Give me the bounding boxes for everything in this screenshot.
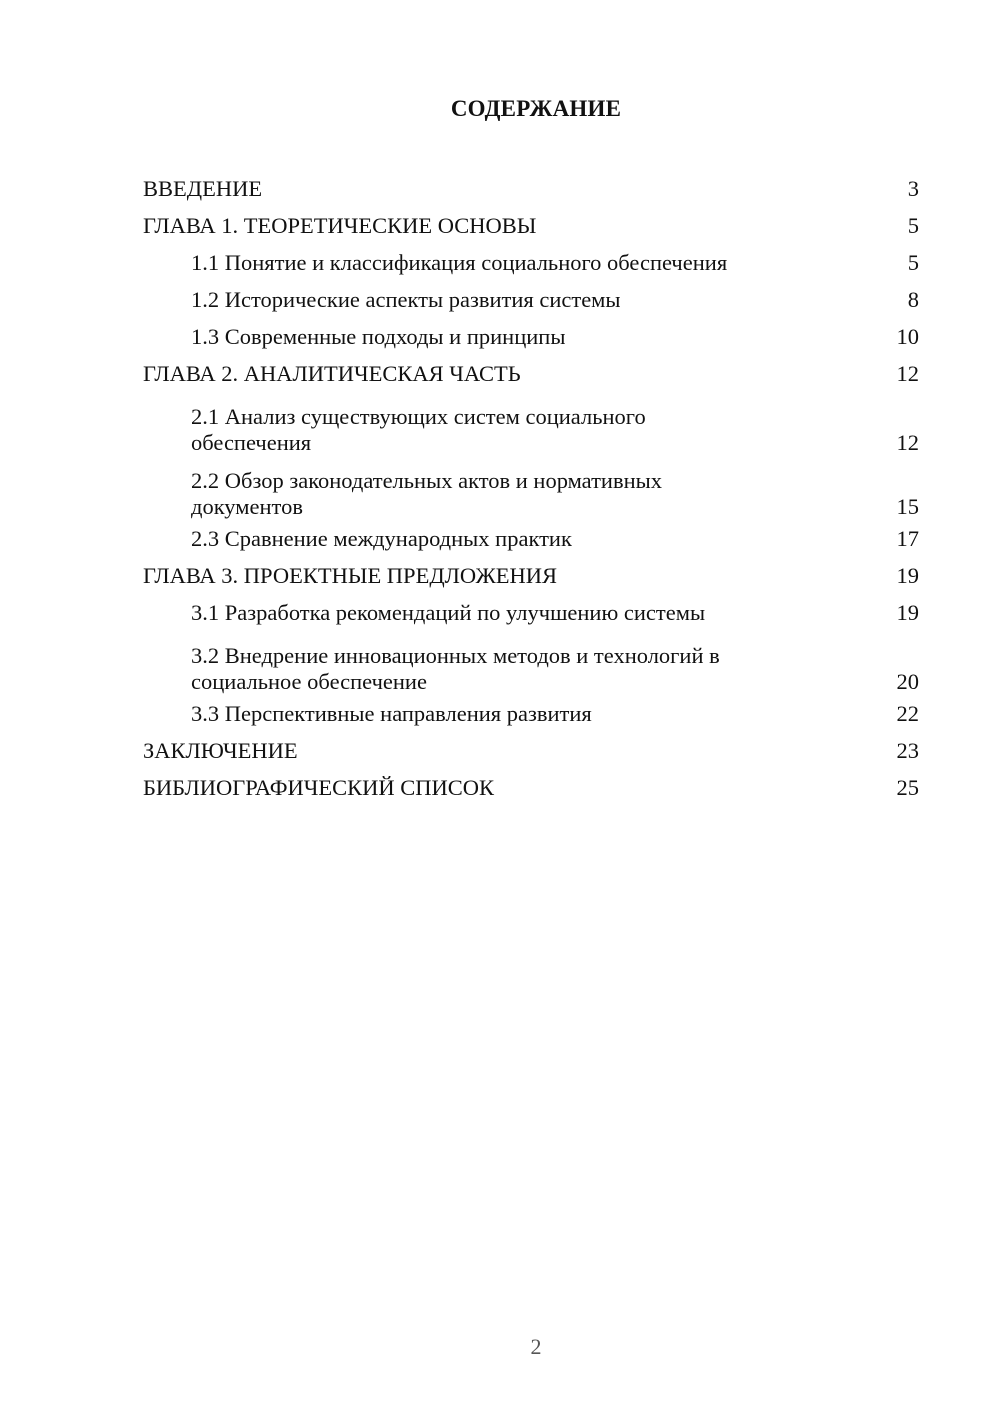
toc-entry-section-2-1	[143, 392, 919, 456]
toc-entry-section-1-1	[143, 244, 919, 281]
toc-entry-label: 2.2 Обзор законодательных актов и нормативных документов	[191, 468, 662, 519]
toc-entry-page: 3	[907, 175, 919, 201]
toc-entry-page: 25	[896, 774, 919, 800]
table-of-contents	[143, 170, 919, 806]
toc-entry-section-3-3	[143, 695, 919, 732]
toc-entry-page: 20	[896, 669, 919, 694]
toc-entry-page: 22	[896, 700, 919, 726]
toc-entry-page: 12	[896, 430, 919, 455]
toc-entry-section-2-2	[143, 456, 919, 520]
toc-entry-page: 23	[896, 737, 919, 763]
toc-entry-page: 15	[896, 494, 919, 519]
toc-entry-section-2-3	[143, 520, 919, 557]
toc-entry-label: БИБЛИОГРАФИЧЕСКИЙ СПИСОК	[143, 774, 495, 800]
toc-entry-bibliography	[143, 769, 919, 806]
toc-entry-page: 5	[907, 249, 919, 275]
page-number: 2	[530, 1334, 542, 1359]
toc-entry-label: 2.3 Сравнение международных практик	[191, 525, 572, 551]
toc-entry-conclusion	[143, 732, 919, 769]
toc-entry-label: ГЛАВА 1. ТЕОРЕТИЧЕСКИЕ ОСНОВЫ	[143, 212, 537, 238]
toc-entry-label: 3.3 Перспективные направления развития	[191, 700, 592, 726]
toc-entry-label: 1.2 Исторические аспекты развития системы	[191, 286, 621, 312]
toc-entry-section-1-3	[143, 318, 919, 355]
toc-entry-label: ЗАКЛЮЧЕНИЕ	[143, 737, 298, 763]
toc-entry-label: 1.1 Понятие и классификация социального обеспечения	[191, 249, 728, 275]
toc-entry-chapter-3	[143, 557, 919, 594]
document-title: СОДЕРЖАНИЕ	[450, 96, 622, 121]
toc-entry-page: 8	[907, 286, 919, 312]
toc-entry-page: 19	[896, 599, 919, 625]
toc-entry-label: ГЛАВА 2. АНАЛИТИЧЕСКАЯ ЧАСТЬ	[143, 360, 521, 386]
toc-entry-page: 19	[896, 562, 919, 588]
toc-entry-label: 1.3 Современные подходы и принципы	[191, 323, 566, 349]
toc-entry-introduction	[143, 170, 919, 207]
toc-entry-section-1-2	[143, 281, 919, 318]
toc-entry-label: 2.1 Анализ существующих систем социального обеспечения	[191, 404, 646, 455]
toc-entry-section-3-1	[143, 594, 919, 631]
toc-entry-chapter-2	[143, 355, 919, 392]
toc-entry-label: 3.1 Разработка рекомендаций по улучшению системы	[191, 599, 706, 625]
toc-entry-page: 10	[896, 323, 919, 349]
toc-entry-chapter-1	[143, 207, 919, 244]
toc-entry-label: ВВЕДЕНИЕ	[143, 175, 263, 201]
toc-entry-label: 3.2 Внедрение инновационных методов и технологий в социальное обеспечение	[191, 643, 720, 694]
toc-entry-section-3-2	[143, 631, 919, 695]
toc-entry-page: 5	[907, 212, 919, 238]
toc-entry-page: 17	[896, 525, 919, 551]
toc-entry-label: ГЛАВА 3. ПРОЕКТНЫЕ ПРЕДЛОЖЕНИЯ	[143, 562, 558, 588]
toc-entry-page: 12	[896, 360, 919, 386]
